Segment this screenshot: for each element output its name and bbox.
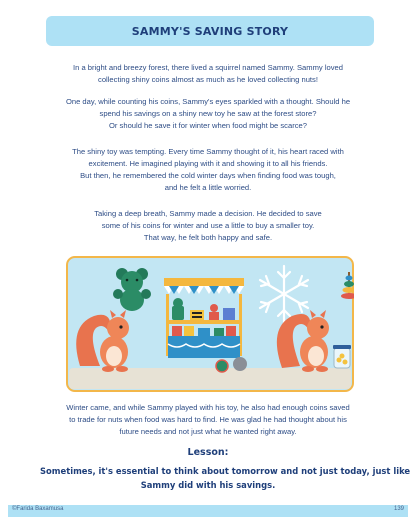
text-line: The shiny toy was tempting. Every time Sammy thought of it, his heart raced with	[72, 147, 344, 156]
page-title: SAMMY'S SAVING STORY	[131, 24, 289, 38]
text-line: One day, while counting his coins, Sammy's eyes sparkled with a thought. Should he	[65, 97, 351, 106]
lesson-line: Sammy did with his savings.	[140, 480, 276, 490]
text-line: to trade for nuts when food was hard to find. He was glad he had thought about his	[69, 415, 347, 424]
paragraph-4	[30, 208, 386, 244]
ball-icon	[216, 360, 228, 372]
page-number: 139	[393, 506, 404, 512]
title-banner	[46, 16, 374, 46]
lesson-line: Sometimes, it's essential to think about tomorrow and not just today, just like	[40, 466, 411, 476]
paragraph-3	[30, 146, 386, 194]
copyright-text: ©Farida Baxamusa	[12, 506, 64, 512]
coin-bag-icon	[233, 357, 247, 371]
lesson-text	[40, 464, 411, 492]
page-footer	[8, 505, 408, 517]
paragraph-2	[30, 96, 386, 132]
paragraph-1	[30, 62, 386, 86]
story-illustration	[66, 256, 354, 392]
lesson-heading: Lesson:	[187, 447, 229, 458]
text-line: and he felt a little worried.	[164, 183, 252, 192]
text-line: Winter came, and while Sammy played with his toy, he also had enough coins saved	[66, 403, 350, 412]
text-line: collecting shiny coins almost as much as he loved collecting nuts!	[98, 75, 318, 84]
text-line: In a bright and breezy forest, there lived a squirrel named Sammy. Sammy loved	[73, 63, 343, 72]
text-line: spend his savings on a shiny new toy he saw at the forest store?	[99, 109, 317, 118]
coin-jar-icon	[333, 345, 351, 368]
text-line: some of his coins for winter and use a little to buy a smaller toy.	[101, 221, 315, 230]
text-line: But then, he remembered the cold winter days when finding food was tough,	[80, 171, 336, 180]
text-line: Taking a deep breath, Sammy made a decision. He decided to save	[94, 209, 322, 218]
paragraph-5	[30, 402, 386, 438]
text-line: Or should he save it for winter when food might be scarce?	[109, 121, 307, 130]
text-line: That way, he felt both happy and safe.	[143, 233, 273, 242]
text-line: future needs and not just what he wanted right away.	[119, 427, 297, 436]
text-line: excitement. He imagined playing with it and showing it to all his friends.	[88, 159, 328, 168]
